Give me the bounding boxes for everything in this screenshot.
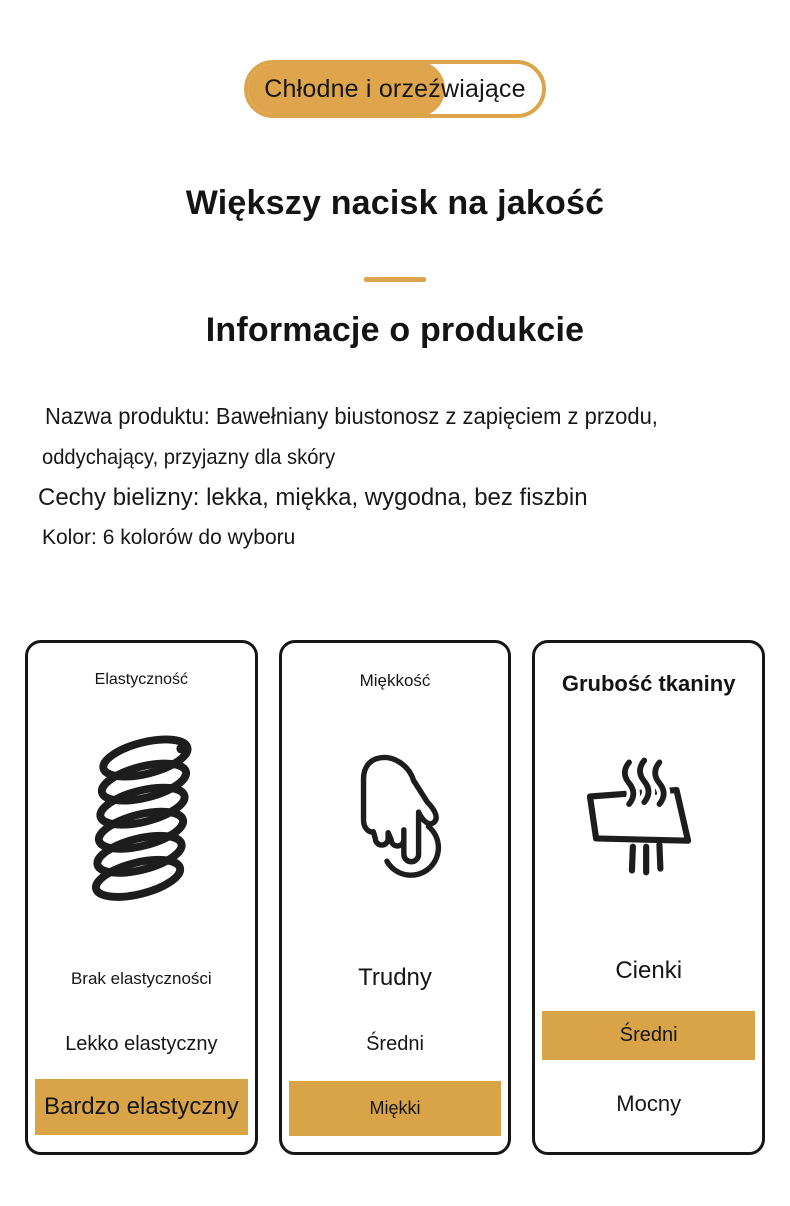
option-medium-thickness-selected: Średni <box>542 1011 755 1060</box>
option-hard: Trudny <box>358 964 432 991</box>
spring-icon <box>82 729 200 901</box>
feature-badge <box>244 60 546 118</box>
card-softness-title: Miękkość <box>359 671 431 690</box>
lingerie-features-line: Cechy bielizny: lekka, miękka, wygodna, bez fiszbin <box>38 484 588 511</box>
card-fabric-thickness-title: Grubość tkaniny <box>561 671 736 696</box>
option-no-elasticity: Brak elastyczności <box>70 969 212 988</box>
fabric-icon <box>576 751 722 879</box>
badge-label: Chłodne i orzeźwiające <box>264 74 526 103</box>
option-thin: Cienki <box>615 957 683 984</box>
card-fabric-thickness <box>532 640 765 1155</box>
option-slightly-elastic: Lekko elastyczny <box>65 1032 218 1055</box>
product-info-heading: Informacje o produkcie <box>205 311 585 349</box>
option-medium-softness: Średni <box>366 1032 424 1055</box>
product-name-line: Nazwa produktu: Bawełniany biustonosz z zapięciem z przodu, <box>45 403 658 429</box>
product-name-line-2: oddychający, przyjazny dla skóry <box>42 446 336 469</box>
press-hand-icon <box>336 743 454 891</box>
color-options-line: Kolor: 6 kolorów do wyboru <box>42 526 296 549</box>
option-very-elastic-selected: Bardzo elastyczny <box>35 1079 248 1135</box>
card-elasticity <box>25 640 258 1155</box>
option-strong: Mocny <box>616 1091 682 1116</box>
feature-cards-row <box>25 640 765 1155</box>
card-elasticity-title: Elastyczność <box>94 671 189 688</box>
option-soft-selected: Miękki <box>289 1081 502 1136</box>
gold-divider <box>364 277 426 282</box>
card-softness <box>279 640 512 1155</box>
quality-heading: Większy nacisk na jakość <box>185 184 605 222</box>
